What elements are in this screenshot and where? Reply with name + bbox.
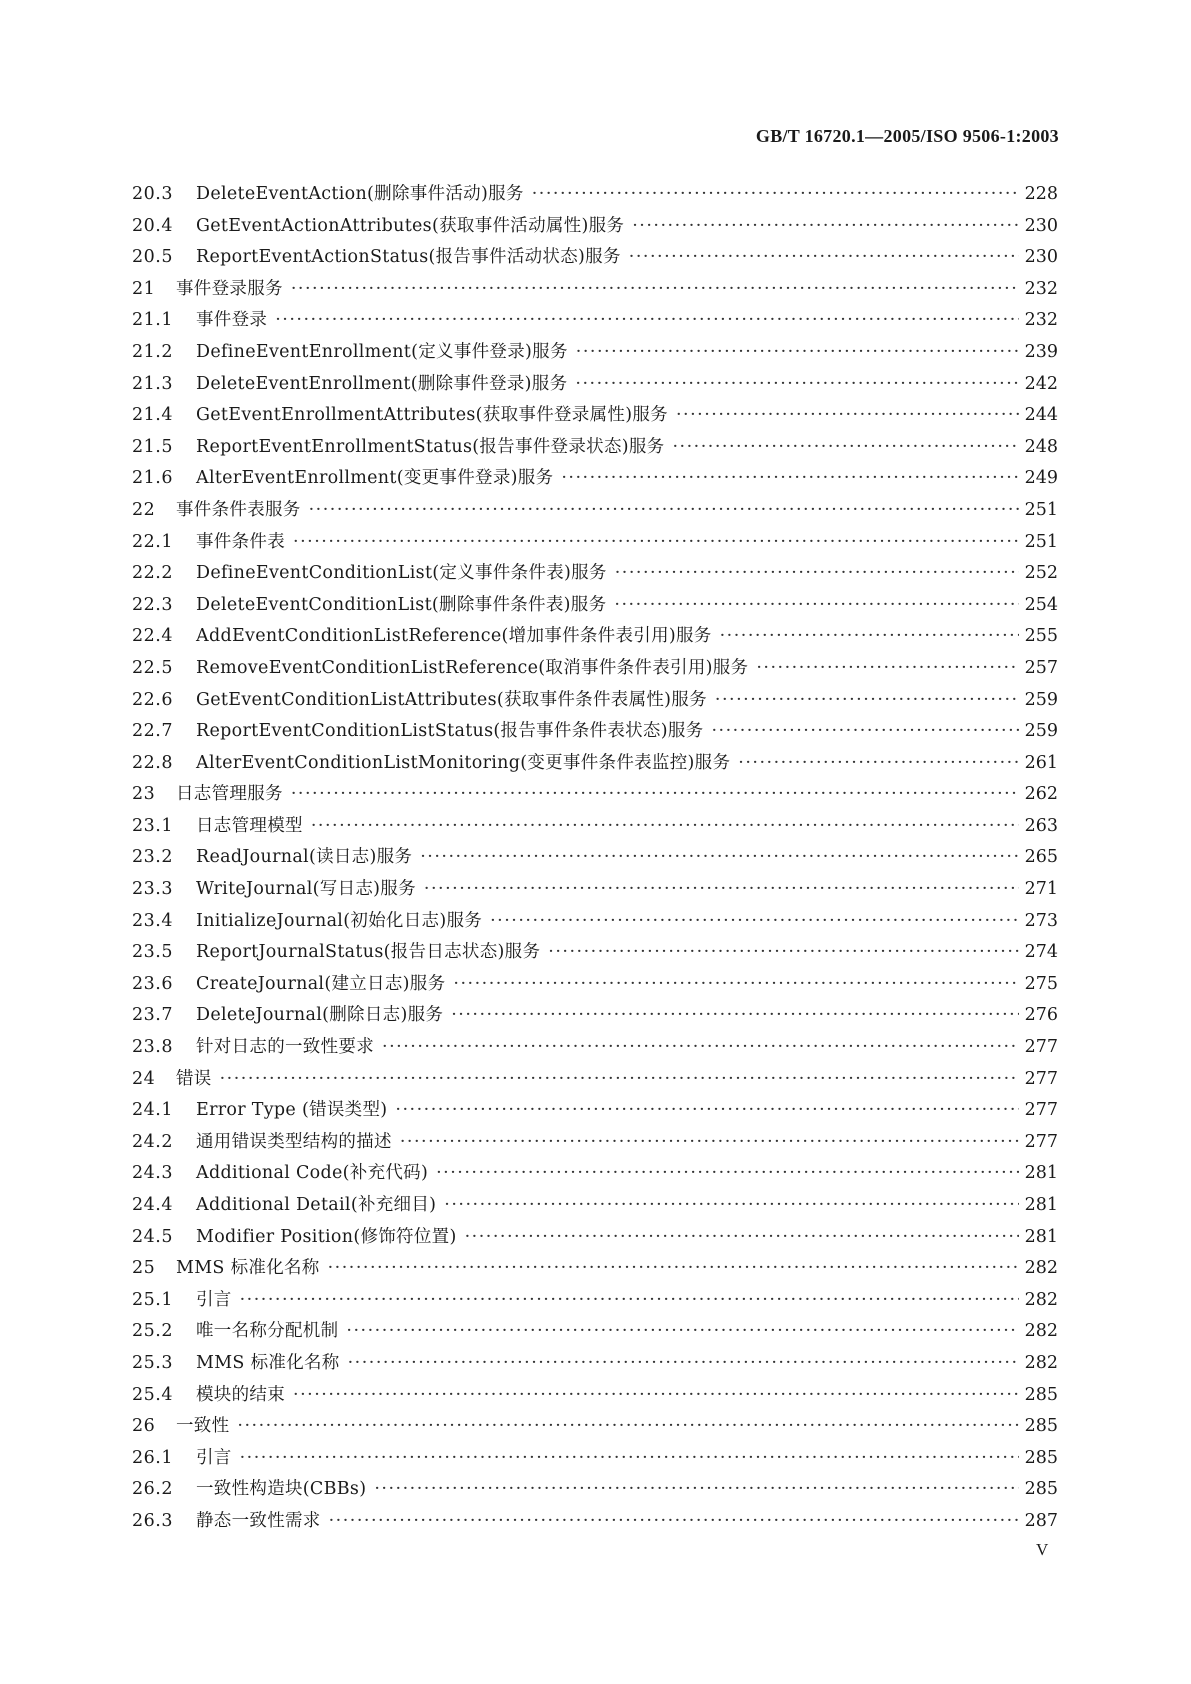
toc-section-entry[interactable] bbox=[132, 1001, 1058, 1033]
toc-entry-number: 21.5 bbox=[132, 436, 173, 457]
toc-leader-dots bbox=[311, 816, 1019, 836]
toc-leader-dots bbox=[532, 184, 1019, 204]
toc-entry-page: 281 bbox=[1024, 1163, 1058, 1184]
toc-entry-page: 230 bbox=[1024, 247, 1058, 268]
toc-leader-dots bbox=[293, 1385, 1019, 1405]
toc-chapter-entry[interactable] bbox=[132, 275, 1058, 307]
toc-leader-dots bbox=[561, 468, 1018, 488]
toc-entry-title: GetEventConditionListAttributes(获取事件条件表属性)服务 bbox=[196, 689, 707, 710]
toc-leader-dots bbox=[382, 1037, 1019, 1057]
toc-entry-title: 日志管理模型 bbox=[196, 815, 303, 836]
toc-entry-page: 248 bbox=[1024, 436, 1058, 457]
toc-entry-title: CreateJournal(建立日志)服务 bbox=[196, 973, 446, 994]
toc-entry-page: 254 bbox=[1024, 594, 1058, 615]
toc-entry-page: 257 bbox=[1024, 657, 1058, 678]
toc-entry-page: 271 bbox=[1024, 879, 1058, 900]
toc-entry-page: 263 bbox=[1024, 815, 1058, 836]
toc-entry-title: 唯一名称分配机制 bbox=[196, 1321, 339, 1342]
toc-leader-dots bbox=[490, 911, 1019, 931]
toc-entry-page: 281 bbox=[1024, 1226, 1058, 1247]
toc-section-entry[interactable] bbox=[132, 938, 1058, 970]
toc-leader-dots bbox=[374, 1479, 1018, 1499]
standard-header: GB/T 16720.1—2005/ISO 9506-1:2003 bbox=[755, 126, 1059, 146]
toc-entry-title: Additional Detail(补充细目) bbox=[196, 1195, 437, 1215]
toc-entry-page: 249 bbox=[1024, 468, 1058, 489]
toc-entry-number: 21.4 bbox=[132, 405, 173, 426]
toc-section-entry[interactable] bbox=[132, 1317, 1058, 1349]
toc-entry-title: ReportJournalStatus(报告日志状态)服务 bbox=[196, 942, 541, 963]
toc-section-entry[interactable] bbox=[132, 907, 1058, 939]
toc-entry-page: 276 bbox=[1024, 1005, 1058, 1026]
toc-leader-dots bbox=[240, 1290, 1019, 1310]
toc-entry-number: 21.1 bbox=[132, 310, 173, 331]
toc-entry-number: 23.8 bbox=[132, 1037, 173, 1058]
toc-section-entry[interactable] bbox=[132, 717, 1058, 749]
toc-entry-page: 265 bbox=[1024, 847, 1058, 868]
toc-section-entry[interactable] bbox=[132, 1475, 1058, 1507]
toc-entry-title: ReadJournal(读日志)服务 bbox=[196, 847, 413, 868]
toc-entry-number: 21.3 bbox=[132, 373, 173, 394]
toc-section-entry[interactable] bbox=[132, 180, 1058, 212]
toc-entry-page: 239 bbox=[1024, 341, 1058, 362]
toc-entry-page: 277 bbox=[1024, 1037, 1058, 1058]
toc-section-entry[interactable] bbox=[132, 591, 1058, 623]
toc-leader-dots bbox=[328, 1258, 1019, 1278]
toc-entry-title: DeleteEventEnrollment(删除事件登录)服务 bbox=[196, 373, 568, 394]
toc-section-entry[interactable] bbox=[132, 654, 1058, 686]
toc-leader-dots bbox=[237, 1416, 1018, 1436]
toc-entry-number: 24.1 bbox=[132, 1100, 173, 1121]
toc-entry-number: 23.1 bbox=[132, 815, 173, 836]
toc-leader-dots bbox=[451, 1005, 1018, 1025]
toc-entry-title: ReportEventActionStatus(报告事件活动状态)服务 bbox=[196, 247, 621, 268]
toc-section-entry[interactable] bbox=[132, 1096, 1058, 1128]
toc-section-entry[interactable] bbox=[132, 559, 1058, 591]
toc-entry-number: 22 bbox=[132, 499, 156, 520]
toc-entry-title: GetEventEnrollmentAttributes(获取事件登录属性)服务 bbox=[196, 405, 668, 426]
toc-leader-dots bbox=[220, 1069, 1019, 1089]
toc-leader-dots bbox=[615, 563, 1019, 583]
toc-entry-number: 26.3 bbox=[132, 1510, 173, 1531]
toc-leader-dots bbox=[632, 216, 1018, 236]
toc-leader-dots bbox=[676, 405, 1019, 425]
toc-entry-number: 26 bbox=[132, 1416, 156, 1437]
toc-entry-title: AddEventConditionListReference(增加事件条件表引用)服务 bbox=[196, 626, 712, 647]
toc-entry-title: 错误 bbox=[176, 1068, 212, 1089]
toc-entry-number: 21.2 bbox=[132, 341, 173, 362]
toc-leader-dots bbox=[424, 879, 1019, 899]
toc-section-entry[interactable] bbox=[132, 622, 1058, 654]
toc-entry-page: 282 bbox=[1024, 1258, 1058, 1279]
toc-entry-number: 23.6 bbox=[132, 973, 173, 994]
page-number-footer: V bbox=[1036, 1540, 1049, 1559]
toc-entry-number: 23.2 bbox=[132, 847, 173, 868]
toc-entry-number: 24 bbox=[132, 1068, 156, 1089]
toc-entry-number: 20.5 bbox=[132, 247, 173, 268]
toc-entry-number: 25 bbox=[132, 1258, 156, 1279]
toc-entry-number: 22.5 bbox=[132, 657, 173, 678]
toc-leader-dots bbox=[756, 658, 1018, 678]
toc-entry-title: 事件条件表服务 bbox=[176, 499, 301, 520]
toc-entry-title: 针对日志的一致性要求 bbox=[196, 1037, 374, 1058]
toc-entry-number: 24.5 bbox=[132, 1226, 173, 1247]
toc-leader-dots bbox=[720, 626, 1019, 646]
toc-entry-number: 21.6 bbox=[132, 468, 173, 489]
toc-entry-number: 25.4 bbox=[132, 1384, 173, 1405]
toc-section-entry[interactable] bbox=[132, 970, 1058, 1002]
toc-leader-dots bbox=[672, 437, 1018, 457]
toc-entry-page: 251 bbox=[1024, 531, 1058, 552]
toc-entry-page: 255 bbox=[1024, 626, 1058, 647]
toc-leader-dots bbox=[575, 374, 1018, 394]
toc-section-entry[interactable] bbox=[132, 1223, 1058, 1255]
toc-entry-page: 251 bbox=[1024, 499, 1058, 520]
toc-entry-page: 261 bbox=[1024, 752, 1058, 773]
toc-entry-title: DefineEventEnrollment(定义事件登录)服务 bbox=[196, 341, 568, 362]
toc-section-entry[interactable] bbox=[132, 1128, 1058, 1160]
toc-entry-page: 252 bbox=[1024, 563, 1058, 584]
toc-entry-title: 事件登录 bbox=[196, 310, 268, 331]
toc-entry-page: 281 bbox=[1024, 1195, 1058, 1215]
toc-leader-dots bbox=[400, 1132, 1019, 1152]
toc-entry-title: AlterEventConditionListMonitoring(变更事件条件表监控)服务 bbox=[196, 752, 731, 773]
toc-entry-page: 277 bbox=[1024, 1131, 1058, 1152]
toc-entry-page: 259 bbox=[1024, 689, 1058, 710]
toc-section-entry[interactable] bbox=[132, 749, 1058, 781]
toc-entry-number: 24.4 bbox=[132, 1195, 173, 1215]
toc-section-entry[interactable] bbox=[132, 338, 1058, 370]
toc-leader-dots bbox=[329, 1511, 1019, 1531]
toc-leader-dots bbox=[629, 247, 1019, 267]
toc-entry-page: 277 bbox=[1024, 1068, 1058, 1089]
toc-entry-number: 21 bbox=[132, 278, 156, 299]
toc-leader-dots bbox=[453, 974, 1018, 994]
toc-leader-dots bbox=[738, 753, 1018, 773]
toc-section-entry[interactable] bbox=[132, 212, 1058, 244]
toc-entry-title: Additional Code(补充代码) bbox=[196, 1163, 429, 1184]
toc-section-entry[interactable] bbox=[132, 1381, 1058, 1413]
toc-chapter-entry[interactable] bbox=[132, 1065, 1058, 1097]
toc-entry-title: 事件登录服务 bbox=[176, 278, 283, 299]
toc-entry-title: 通用错误类型结构的描述 bbox=[196, 1131, 392, 1152]
toc-leader-dots bbox=[576, 342, 1019, 362]
toc-entry-page: 259 bbox=[1024, 721, 1058, 742]
toc-section-entry[interactable] bbox=[132, 464, 1058, 496]
toc-leader-dots bbox=[436, 1163, 1018, 1183]
toc-leader-dots bbox=[465, 1227, 1019, 1247]
toc-entry-page: 232 bbox=[1024, 310, 1058, 331]
toc-leader-dots bbox=[548, 942, 1018, 962]
toc-entry-page: 285 bbox=[1024, 1416, 1058, 1437]
toc-entry-page: 282 bbox=[1024, 1321, 1058, 1342]
table-of-contents bbox=[132, 180, 1058, 1539]
toc-entry-number: 26.1 bbox=[132, 1447, 173, 1468]
toc-leader-dots bbox=[275, 310, 1018, 330]
toc-leader-dots bbox=[444, 1195, 1018, 1215]
toc-section-entry[interactable] bbox=[132, 370, 1058, 402]
toc-entry-number: 25.3 bbox=[132, 1352, 173, 1373]
toc-leader-dots bbox=[348, 1353, 1019, 1373]
toc-entry-title: ReportEventEnrollmentStatus(报告事件登录状态)服务 bbox=[196, 436, 665, 457]
toc-leader-dots bbox=[715, 690, 1019, 710]
toc-entry-number: 23 bbox=[132, 784, 156, 805]
toc-entry-page: 285 bbox=[1024, 1447, 1058, 1468]
toc-entry-page: 285 bbox=[1024, 1479, 1058, 1500]
toc-leader-dots bbox=[346, 1321, 1018, 1341]
toc-section-entry[interactable] bbox=[132, 1507, 1058, 1539]
toc-entry-title: Error Type (错误类型) bbox=[196, 1100, 388, 1121]
toc-section-entry[interactable] bbox=[132, 243, 1058, 275]
toc-entry-title: MMS 标准化名称 bbox=[196, 1352, 340, 1373]
toc-entry-page: 230 bbox=[1024, 215, 1058, 236]
toc-entry-title: Modifier Position(修饰符位置) bbox=[196, 1226, 457, 1247]
toc-section-entry[interactable] bbox=[132, 1286, 1058, 1318]
toc-entry-title: AlterEventEnrollment(变更事件登录)服务 bbox=[196, 468, 554, 489]
toc-section-entry[interactable] bbox=[132, 306, 1058, 338]
toc-entry-title: MMS 标准化名称 bbox=[176, 1258, 320, 1279]
toc-section-entry[interactable] bbox=[132, 843, 1058, 875]
toc-entry-number: 22.2 bbox=[132, 563, 173, 584]
toc-entry-number: 20.3 bbox=[132, 184, 173, 204]
toc-entry-number: 25.2 bbox=[132, 1321, 173, 1342]
toc-entry-title: WriteJournal(写日志)服务 bbox=[196, 879, 416, 900]
toc-entry-title: 引言 bbox=[196, 1289, 232, 1310]
toc-entry-title: InitializeJournal(初始化日志)服务 bbox=[196, 910, 483, 931]
toc-section-entry[interactable] bbox=[132, 686, 1058, 718]
toc-entry-number: 22.3 bbox=[132, 594, 173, 615]
toc-section-entry[interactable] bbox=[132, 1349, 1058, 1381]
toc-leader-dots bbox=[240, 1448, 1019, 1468]
toc-section-entry[interactable] bbox=[132, 1033, 1058, 1065]
toc-leader-dots bbox=[420, 847, 1018, 867]
toc-entry-number: 23.3 bbox=[132, 879, 173, 900]
toc-entry-title: 事件条件表 bbox=[196, 531, 285, 552]
toc-entry-title: 模块的结束 bbox=[196, 1384, 285, 1405]
toc-entry-number: 23.7 bbox=[132, 1005, 173, 1026]
toc-entry-page: 228 bbox=[1024, 184, 1058, 204]
toc-section-entry[interactable] bbox=[132, 401, 1058, 433]
toc-entry-title: 引言 bbox=[196, 1447, 232, 1468]
toc-entry-number: 24.2 bbox=[132, 1131, 173, 1152]
toc-entry-number: 26.2 bbox=[132, 1479, 173, 1500]
toc-section-entry[interactable] bbox=[132, 1444, 1058, 1476]
toc-entry-page: 282 bbox=[1024, 1352, 1058, 1373]
toc-leader-dots bbox=[711, 721, 1018, 741]
toc-leader-dots bbox=[309, 500, 1019, 520]
toc-entry-page: 262 bbox=[1024, 784, 1058, 805]
toc-section-entry[interactable] bbox=[132, 812, 1058, 844]
toc-entry-title: 一致性 bbox=[176, 1416, 230, 1437]
toc-entry-title: 静态一致性需求 bbox=[196, 1510, 321, 1531]
toc-entry-title: DeleteJournal(删除日志)服务 bbox=[196, 1005, 444, 1026]
toc-leader-dots bbox=[293, 532, 1019, 552]
toc-entry-title: ReportEventConditionListStatus(报告事件条件表状态)服务 bbox=[196, 721, 704, 742]
toc-entry-page: 277 bbox=[1024, 1100, 1058, 1121]
toc-entry-number: 23.4 bbox=[132, 910, 173, 931]
toc-entry-page: 282 bbox=[1024, 1289, 1058, 1310]
toc-entry-title: RemoveEventConditionListReference(取消事件条件表引用)服务 bbox=[196, 657, 749, 678]
toc-entry-page: 285 bbox=[1024, 1384, 1058, 1405]
toc-entry-page: 275 bbox=[1024, 973, 1058, 994]
toc-entry-title: DeleteEventAction(删除事件活动)服务 bbox=[196, 184, 524, 204]
toc-leader-dots bbox=[614, 595, 1018, 615]
toc-entry-number: 23.5 bbox=[132, 942, 173, 963]
toc-entry-number: 25.1 bbox=[132, 1289, 173, 1310]
toc-entry-title: 一致性构造块(CBBs) bbox=[196, 1479, 367, 1500]
toc-section-entry[interactable] bbox=[132, 528, 1058, 560]
toc-leader-dots bbox=[291, 279, 1019, 299]
toc-leader-dots bbox=[291, 784, 1019, 804]
toc-section-entry[interactable] bbox=[132, 433, 1058, 465]
toc-entry-title: DefineEventConditionList(定义事件条件表)服务 bbox=[196, 563, 607, 584]
toc-entry-number: 22.4 bbox=[132, 626, 173, 647]
toc-entry-title: DeleteEventConditionList(删除事件条件表)服务 bbox=[196, 594, 607, 615]
toc-entry-page: 242 bbox=[1024, 373, 1058, 394]
toc-chapter-entry[interactable] bbox=[132, 496, 1058, 528]
toc-entry-number: 24.3 bbox=[132, 1163, 173, 1184]
toc-entry-number: 20.4 bbox=[132, 215, 173, 236]
toc-entry-title: 日志管理服务 bbox=[176, 784, 283, 805]
toc-entry-number: 22.8 bbox=[132, 752, 173, 773]
toc-entry-title: GetEventActionAttributes(获取事件活动属性)服务 bbox=[196, 215, 625, 236]
toc-section-entry[interactable] bbox=[132, 1191, 1058, 1223]
toc-entry-number: 22.6 bbox=[132, 689, 173, 710]
toc-entry-number: 22.7 bbox=[132, 721, 173, 742]
toc-entry-page: 287 bbox=[1024, 1510, 1058, 1531]
toc-entry-page: 244 bbox=[1024, 405, 1058, 426]
toc-chapter-entry[interactable] bbox=[132, 780, 1058, 812]
toc-leader-dots bbox=[395, 1100, 1018, 1120]
toc-chapter-entry[interactable] bbox=[132, 1254, 1058, 1286]
toc-section-entry[interactable] bbox=[132, 875, 1058, 907]
toc-section-entry[interactable] bbox=[132, 1159, 1058, 1191]
toc-entry-number: 22.1 bbox=[132, 531, 173, 552]
toc-chapter-entry[interactable] bbox=[132, 1412, 1058, 1444]
toc-entry-page: 273 bbox=[1024, 910, 1058, 931]
toc-entry-page: 232 bbox=[1024, 278, 1058, 299]
toc-entry-page: 274 bbox=[1024, 942, 1058, 963]
